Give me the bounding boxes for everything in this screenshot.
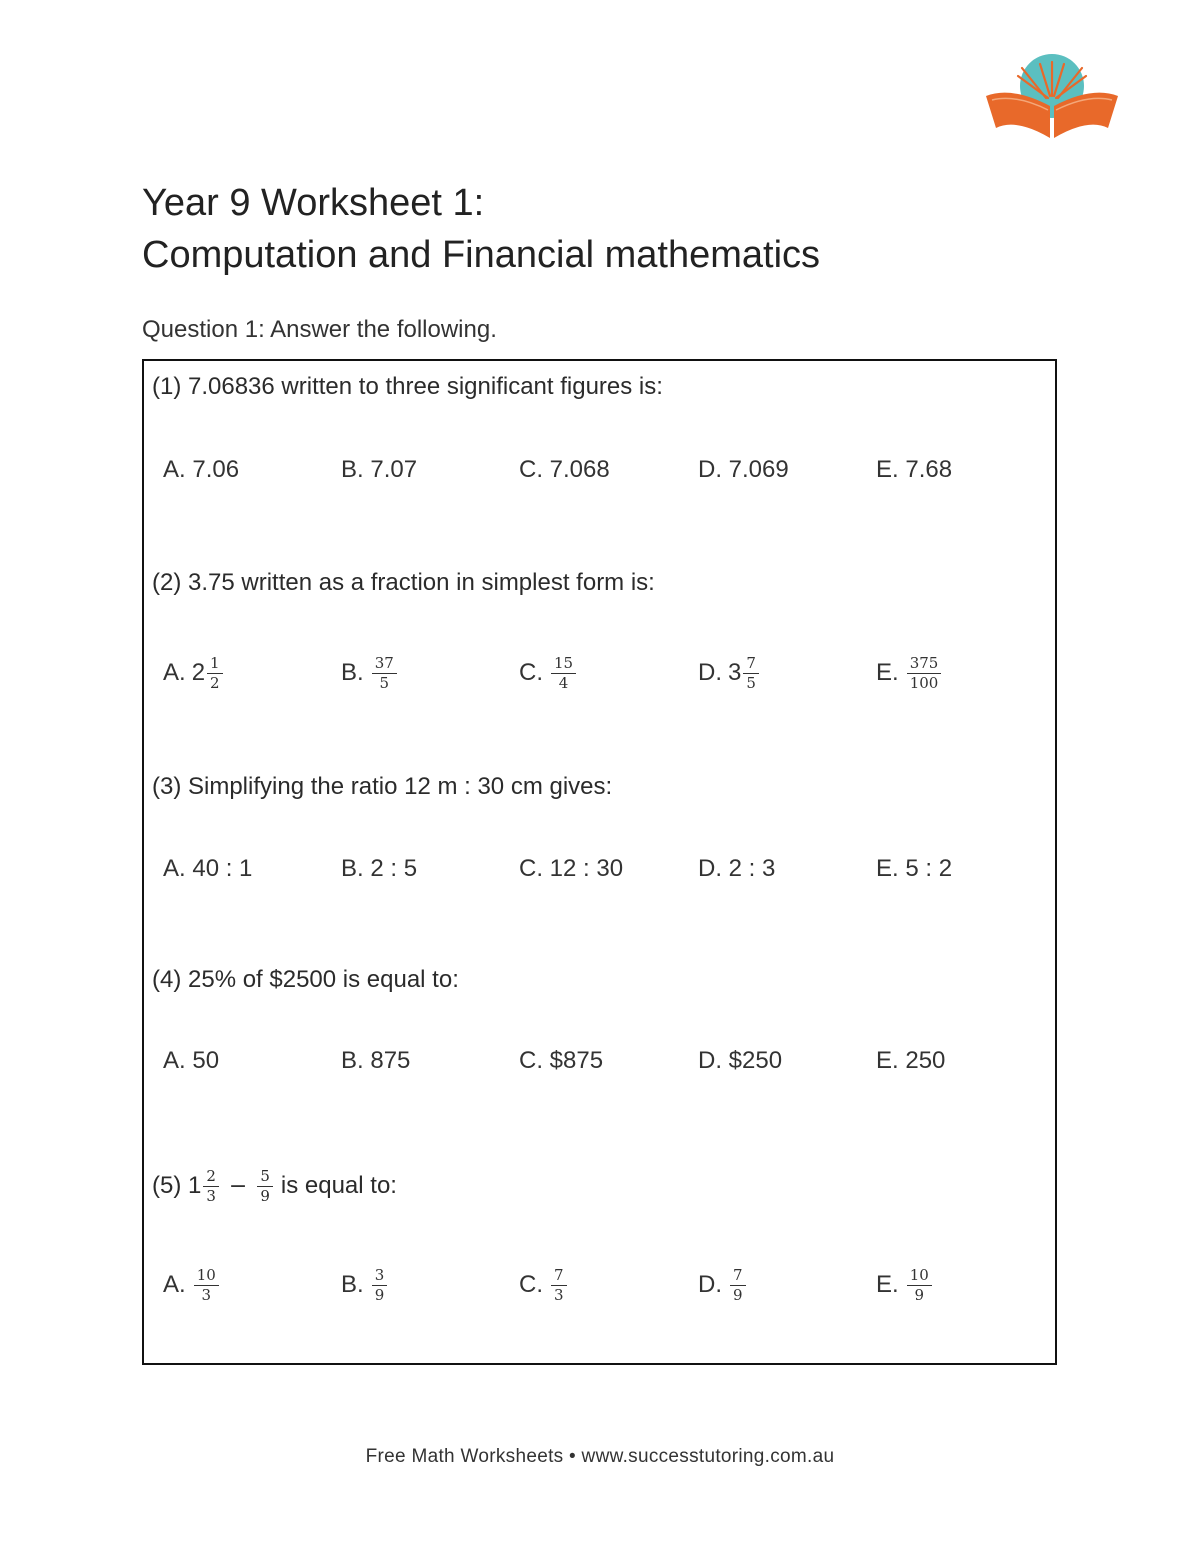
denominator: 100 xyxy=(909,673,939,692)
option-e[interactable]: E. 7.68 xyxy=(876,456,953,483)
fraction xyxy=(551,655,576,692)
denominator: 9 xyxy=(374,1285,385,1304)
option-d[interactable]: D. 2 : 3 xyxy=(698,855,776,882)
numerator: 375 xyxy=(907,655,942,674)
option-label: B. xyxy=(341,659,364,686)
denominator: 9 xyxy=(260,1186,270,1205)
option-a[interactable]: A. 7.06 xyxy=(163,456,240,483)
denominator: 9 xyxy=(914,1285,924,1304)
option-c[interactable]: C. $875 xyxy=(519,1047,604,1074)
worksheet-title-line1: Year 9 Worksheet 1: xyxy=(142,182,485,224)
question-5-options xyxy=(144,1260,1055,1310)
denominator: 3 xyxy=(201,1285,211,1304)
option-e[interactable] xyxy=(876,1260,934,1310)
question-3-options xyxy=(144,844,1055,894)
numerator: 10 xyxy=(907,1267,932,1286)
option-b[interactable] xyxy=(341,648,399,698)
denominator: 9 xyxy=(733,1285,743,1304)
fraction xyxy=(907,655,942,692)
numerator: 7 xyxy=(551,1267,567,1286)
denominator: 5 xyxy=(379,673,389,692)
numerator: 2 xyxy=(203,1168,219,1187)
option-b[interactable]: B. 7.07 xyxy=(341,456,418,483)
denominator: 4 xyxy=(558,673,569,692)
denominator: 5 xyxy=(746,673,756,692)
question-4-options xyxy=(144,1036,1055,1086)
question-2-prompt: (2) 3.75 written as a fraction in simplest form is: xyxy=(152,569,655,596)
option-label: A. xyxy=(163,1271,186,1298)
question-4-prompt: (4) 25% of $2500 is equal to: xyxy=(152,966,459,993)
option-a[interactable] xyxy=(163,1260,221,1310)
option-label: B. xyxy=(341,1271,364,1298)
option-label: E. xyxy=(876,659,899,686)
fraction xyxy=(203,1168,219,1205)
denominator: 3 xyxy=(554,1285,564,1304)
question-5-prompt xyxy=(152,1161,397,1211)
option-b[interactable]: B. 875 xyxy=(341,1047,411,1074)
open-book-logo xyxy=(982,54,1122,144)
option-label: E. xyxy=(876,1271,899,1298)
fraction xyxy=(372,1267,388,1304)
option-b[interactable]: B. 2 : 5 xyxy=(341,855,418,882)
option-label: D. xyxy=(698,1271,722,1298)
fraction xyxy=(194,1267,219,1304)
option-c[interactable]: C. 12 : 30 xyxy=(519,855,624,882)
fraction xyxy=(907,1267,932,1304)
option-e[interactable]: E. 250 xyxy=(876,1047,946,1074)
question-2-options xyxy=(144,648,1055,698)
worksheet-title-line2: Computation and Financial mathematics xyxy=(142,234,821,276)
fraction xyxy=(551,1267,567,1304)
whole-part: 3 xyxy=(728,659,742,686)
option-label: C. xyxy=(519,1271,543,1298)
option-label: D. xyxy=(698,659,722,686)
option-a[interactable]: A. 40 : 1 xyxy=(163,855,253,882)
numerator: 7 xyxy=(730,1267,746,1286)
option-label: C. xyxy=(519,659,543,686)
option-c[interactable]: C. 7.068 xyxy=(519,456,610,483)
fraction xyxy=(743,655,759,692)
fraction xyxy=(730,1267,746,1304)
option-a[interactable] xyxy=(163,648,225,698)
option-e[interactable]: E. 5 : 2 xyxy=(876,855,953,882)
fraction xyxy=(372,655,397,692)
prompt-prefix: (5) 1 xyxy=(152,1172,202,1199)
question-box xyxy=(142,359,1057,1365)
option-c[interactable] xyxy=(519,648,578,698)
option-d[interactable]: D. $250 xyxy=(698,1047,783,1074)
numerator: 5 xyxy=(257,1168,273,1187)
question-3-prompt: (3) Simplifying the ratio 12 m : 30 cm gives: xyxy=(152,773,613,800)
question-heading: Question 1: Answer the following. xyxy=(142,316,497,343)
option-c[interactable] xyxy=(519,1260,569,1310)
option-a[interactable]: A. 50 xyxy=(163,1047,220,1074)
option-label: A. xyxy=(163,659,186,686)
whole-part: 2 xyxy=(191,659,206,686)
option-d[interactable]: D. 7.069 xyxy=(698,456,789,483)
prompt-suffix: is equal to: xyxy=(280,1172,397,1199)
option-d[interactable] xyxy=(698,1260,748,1310)
numerator: 37 xyxy=(372,655,397,674)
minus-sign: − xyxy=(228,1173,248,1199)
numerator: 3 xyxy=(372,1267,388,1286)
option-e[interactable] xyxy=(876,648,943,698)
denominator: 3 xyxy=(206,1186,216,1205)
denominator: 2 xyxy=(210,673,220,692)
option-d[interactable] xyxy=(698,648,761,698)
numerator: 15 xyxy=(551,655,576,674)
option-b[interactable] xyxy=(341,1260,389,1310)
numerator: 1 xyxy=(207,655,223,674)
question-1-options xyxy=(144,445,1055,495)
question-1-prompt: (1) 7.06836 written to three significant figures is: xyxy=(152,373,663,400)
fraction xyxy=(257,1168,273,1205)
numerator: 7 xyxy=(743,655,759,674)
numerator: 10 xyxy=(194,1267,219,1286)
footer-text: Free Math Worksheets • www.successtutoring.com.au xyxy=(365,1446,835,1467)
fraction xyxy=(207,655,223,692)
